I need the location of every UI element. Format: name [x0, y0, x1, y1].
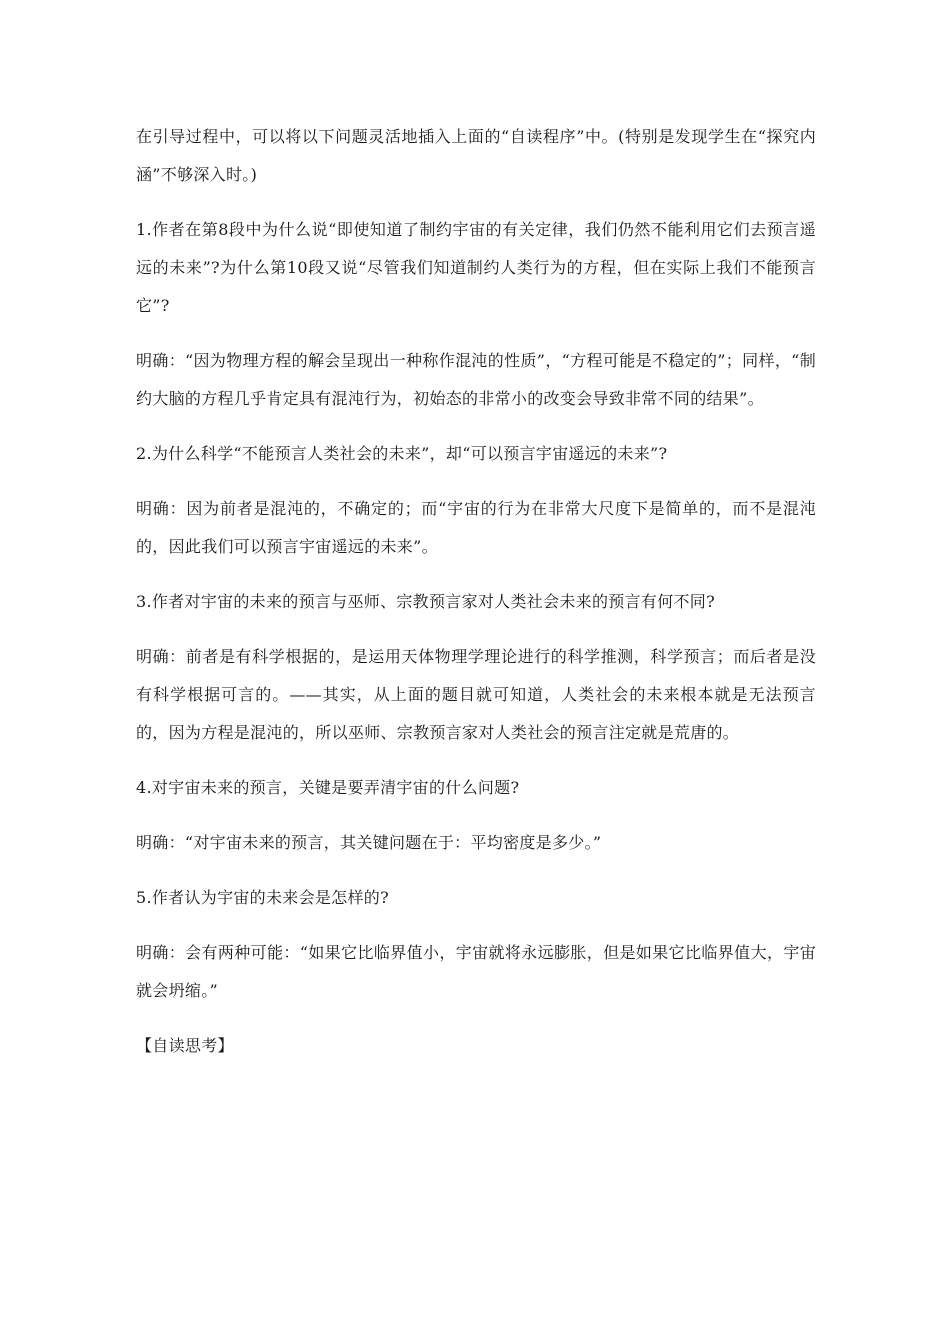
answer-1: 明确：“因为物理方程的解会呈现出一种称作混沌的性质”，“方程可能是不稳定的”；同样，“制约大脑的方程几乎肯定具有混沌行为，初始态的非常小的改变会导致非常不同的结果”。 — [136, 351, 816, 408]
question-2: 2.为什么科学“不能预言人类社会的未来”，却“可以预言宇宙遥远的未来”? — [136, 444, 668, 463]
answer-3: 明确：前者是有科学根据的，是运用天体物理学理论进行的科学推测，科学预言；而后者是没有科学根据可言的。——其实，从上面的题目就可知道，人类社会的未来根本就是无法预言的，因为方程是混沌的，所以巫师、宗教预言家对人类社会的预言注定就是荒唐的。 — [136, 647, 816, 742]
intro-paragraph: 在引导过程中，可以将以下问题灵活地插入上面的“自读程序”中。(特别是发现学生在“探究内涵”不够深入时。) — [136, 127, 816, 184]
document-body — [136, 118, 816, 1065]
question-5: 5.作者认为宇宙的未来会是怎样的? — [136, 888, 389, 907]
section-heading: 【自读思考】 — [136, 1036, 234, 1055]
question-1: 1.作者在第8段中为什么说“即使知道了制约宇宙的有关定律，我们仍然不能利用它们去预言遥远的未来”?为什么第10段又说“尽管我们知道制约人类行为的方程，但在实际上我们不能预言它”? — [136, 220, 816, 315]
answer-5: 明确：会有两种可能：“如果它比临界值小，宇宙就将永远膨胀，但是如果它比临界值大，宇宙就会坍缩。” — [136, 943, 816, 1000]
answer-2: 明确：因为前者是混沌的，不确定的；而“宇宙的行为在非常大尺度下是简单的，而不是混沌的，因此我们可以预言宇宙遥远的未来”。 — [136, 499, 816, 556]
question-4: 4.对宇宙未来的预言，关键是要弄清宇宙的什么问题? — [136, 778, 520, 797]
question-3: 3.作者对宇宙的未来的预言与巫师、宗教预言家对人类社会未来的预言有何不同? — [136, 592, 715, 611]
answer-4: 明确：“对宇宙未来的预言，其关键问题在于：平均密度是多少。” — [136, 833, 602, 852]
